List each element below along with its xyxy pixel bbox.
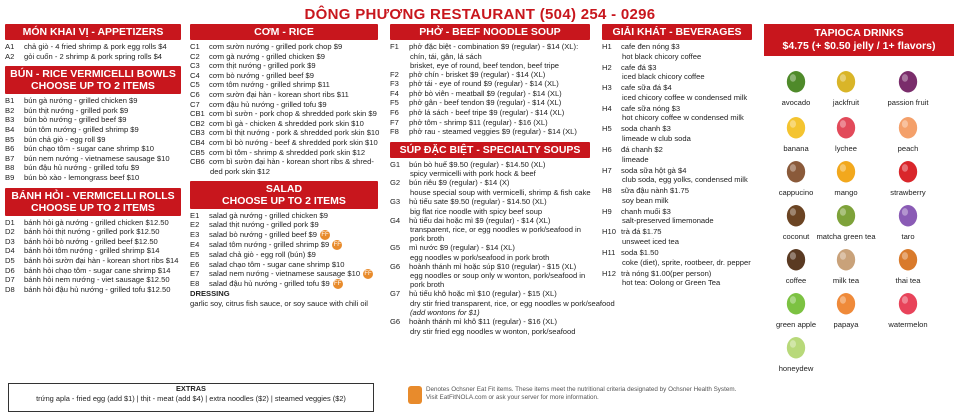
banana-flavor: banana bbox=[766, 114, 826, 153]
menu-item: CB5 cơm bì tôm - shrimp & shredded pork skin $12 bbox=[190, 147, 366, 157]
soups-list bbox=[390, 158, 615, 336]
menu-item: B4 bún tôm nướng - grilled shrimp $9 bbox=[5, 124, 139, 134]
menu-item-desc: limeade bbox=[622, 154, 649, 164]
menu-item: A2 gỏi cuốn - 2 shrimp & pork spring rolls $4 bbox=[5, 51, 163, 61]
menu-item: D7 bánh hỏi nem nướng - viet sausage $12.50 bbox=[5, 275, 170, 285]
papaya-flavor: papaya bbox=[816, 290, 876, 329]
menu-item: F1 phở đặc biệt - combination $9 (regular) - $14 (XL): bbox=[390, 42, 579, 51]
menu-item: D3 bánh hỏi bò nướng - grilled beef $12.50 bbox=[5, 236, 158, 246]
menu-item: F8 phở rau - steamed veggies $9 (regular) - $14 (XL) bbox=[390, 127, 577, 137]
menu-item: B8 bún đậu hủ nướng - grilled tofu $9 bbox=[5, 163, 140, 173]
column-soups bbox=[390, 24, 615, 336]
menu-item: H2 cafe đá $3 bbox=[602, 62, 657, 72]
extras-header: EXTRAS bbox=[176, 384, 206, 393]
watermelon-flavor: watermelon bbox=[878, 290, 938, 329]
menu-item: B3 bún bò nướng - grilled beef $9 bbox=[5, 115, 127, 125]
matcha-green-tea-icon bbox=[833, 202, 859, 228]
passion-fruit-flavor: passion fruit bbox=[878, 68, 938, 107]
menu-item: H6 đá chanh $2 bbox=[602, 144, 663, 154]
menu-item: G1 bún bò huế $9.50 (regular) - $14.50 (XL) bbox=[390, 159, 546, 169]
menu-item-desc: coke (diet), sprite, rootbeer, dr. pepper bbox=[622, 257, 751, 267]
menu-item-desc: soy bean milk bbox=[622, 195, 669, 205]
menu-item: G3 hủ tiếu sate $9.50 (regular) - $14.50 (XL) bbox=[390, 196, 547, 206]
avocado-icon bbox=[783, 68, 809, 94]
column-rice bbox=[190, 24, 378, 308]
menu-item: H7 soda sữa hột gà $4 bbox=[602, 165, 687, 175]
taro-icon bbox=[895, 202, 921, 228]
eat-fit-icon: FF bbox=[334, 281, 342, 288]
honeydew-icon bbox=[783, 334, 809, 360]
menu-item-desc: transparent, rice, or egg noodles w pork/seafood in bbox=[410, 225, 581, 235]
menu-item: CB6 cơm bì sườn đại hàn - korean short ribs & shred- bbox=[190, 157, 374, 167]
com-header: CƠM - RICE bbox=[190, 24, 378, 40]
menu-item: C4 cơm bò nướng - grilled beef $9 bbox=[190, 70, 314, 80]
menu-item: E3 salad bò nướng - grilled beef $9 FF bbox=[190, 229, 329, 239]
menu-item: B7 bún nem nướng - vietnamese sausage $10 bbox=[5, 153, 170, 163]
milk-tea-icon bbox=[833, 246, 859, 272]
menu-item: E4 salad tôm nướng - grilled shrimp $9 FF bbox=[190, 239, 341, 249]
eat-fit-logo-icon bbox=[408, 386, 422, 404]
menu-item: E6 salad chạo tôm - sugar cane shrimp $10 bbox=[190, 259, 345, 269]
menu-item: B1 bún gà nướng - grilled chicken $9 bbox=[5, 96, 138, 106]
menu-item: E1 salad gà nướng - grilled chicken $9 bbox=[190, 210, 328, 220]
com-list bbox=[190, 40, 378, 176]
menu-item-desc: brisket, eye of round, beef tendon, beef tripe bbox=[410, 60, 560, 70]
peach-flavor: peach bbox=[878, 114, 938, 153]
menu-item: G7 hủ tiếu khô hoặc mì $10 (regular) - $15 (XL) bbox=[390, 289, 557, 299]
menu-item: C7 cơm đậu hủ nướng - grilled tofu $9 bbox=[190, 99, 327, 109]
menu-item: D1 bánh hỏi gà nướng - grilled chicken $12.50 bbox=[5, 217, 169, 227]
extras-box bbox=[8, 383, 374, 412]
appetizers-list bbox=[5, 40, 181, 61]
menu-item-desc: spicy vermicelli with pork hock & beef bbox=[410, 169, 536, 179]
menu-item: D6 bánh hỏi chạo tôm - sugar cane shrimp $14 bbox=[5, 265, 171, 275]
menu-item: CB4 cơm bì bò nướng - beef & shredded pork skin $10 bbox=[190, 137, 378, 147]
dressing-label: DRESSING bbox=[190, 289, 230, 299]
menu-item-desc: hot black chicory coffee bbox=[622, 51, 702, 61]
cappucino-icon bbox=[783, 158, 809, 184]
avocado-flavor: avocado bbox=[766, 68, 826, 107]
menu-item: F2 phở chín - brisket $9 (regular) - $14 (XL) bbox=[390, 69, 546, 79]
pho-header: PHỞ - BEEF NOODLE SOUP bbox=[390, 24, 590, 40]
menu-item: D4 bánh hỏi tôm nướng - grilled shrimp $14 bbox=[5, 246, 160, 256]
menu-item: H12 trà nóng $1.00(per person) bbox=[602, 268, 712, 278]
coconut-flavor: coconut bbox=[766, 202, 826, 241]
banhhoi-list bbox=[5, 216, 181, 295]
menu-item: C2 cơm gà nướng - grilled chicken $9 bbox=[190, 51, 325, 61]
menu-item: H9 chanh muối $3 bbox=[602, 206, 671, 216]
appetizers-header: MÓN KHAI VỊ - APPETIZERS bbox=[5, 24, 181, 40]
menu-item-continuation: ded pork skin $12 bbox=[210, 166, 270, 176]
menu-item: H4 cafe sữa nóng $3 bbox=[602, 103, 681, 113]
mango-flavor: mango bbox=[816, 158, 876, 197]
menu-item: B9 bún bò xào - lemongrass beef $10 bbox=[5, 172, 140, 182]
restaurant-title: DÔNG PHƯƠNG RESTAURANT (504) 254 - 0296 bbox=[304, 6, 656, 23]
menu-item: C6 cơm sườn đại hàn - korean short ribs $11 bbox=[190, 89, 349, 99]
menu-item: G6 hoành thánh mì hoặc súp $10 (regular) - $15 (XL) bbox=[390, 261, 577, 271]
mango-icon bbox=[833, 158, 859, 184]
extras-text: trứng apla - fried egg (add $1) | thịt - meat (add $4) | extra noodles ($2) | steamed veggies ($2) bbox=[36, 394, 346, 403]
soups-header: SÚP ĐẶC BIỆT - SPECIALTY SOUPS bbox=[390, 142, 590, 158]
thai-tea-flavor: thai tea bbox=[878, 246, 938, 285]
strawberry-flavor: strawberry bbox=[878, 158, 938, 197]
thai-tea-icon bbox=[895, 246, 921, 272]
taro-flavor: taro bbox=[878, 202, 938, 241]
bun-header: BÚN - RICE VERMICELLI BOWLS CHOOSE UP TO 2 ITEMS bbox=[5, 66, 181, 94]
menu-item: B6 bún chạo tôm - sugar cane shrimp $10 bbox=[5, 144, 155, 154]
salad-header: SALAD CHOOSE UP TO 2 ITEMS bbox=[190, 181, 378, 209]
menu-item: H10 trà đá $1.75 bbox=[602, 227, 662, 237]
honeydew-flavor: honeydew bbox=[766, 334, 826, 373]
menu-item: G4 hủ tiếu dai hoặc mì $9 (regular) - $14 (XL) bbox=[390, 215, 551, 225]
menu-item: H11 soda $1.50 bbox=[602, 247, 659, 257]
peach-icon bbox=[895, 114, 921, 140]
green-apple-icon bbox=[783, 290, 809, 316]
menu-item: H8 sữa đậu nành $1.75 bbox=[602, 186, 689, 196]
menu-item: C5 cơm tôm nướng - grilled shrimp $11 bbox=[190, 80, 330, 90]
dressing-text: garlic soy, citrus fish sauce, or soy sauce with chili oil bbox=[190, 298, 368, 308]
bun-list bbox=[5, 94, 181, 182]
coffee-icon bbox=[783, 246, 809, 272]
milk-tea-flavor: milk tea bbox=[816, 246, 876, 285]
column-beverages bbox=[602, 24, 752, 289]
menu-item: H5 soda chanh $3 bbox=[602, 124, 671, 134]
menu-item: CB2 cơm bì gà - chicken & shredded pork skin $10 bbox=[190, 118, 364, 128]
menu-item: B5 bún chả giò - egg roll $9 bbox=[5, 134, 106, 144]
passion-fruit-icon bbox=[895, 68, 921, 94]
banana-icon bbox=[783, 114, 809, 140]
salad-list bbox=[190, 209, 378, 309]
menu-item: C3 cơm thịt nướng - grilled pork $9 bbox=[190, 61, 316, 71]
column-tapioca bbox=[764, 24, 954, 56]
eat-fit-icon: FF bbox=[321, 231, 329, 238]
menu-item: F3 phở tái - eye of round $9 (regular) - $14 (XL) bbox=[390, 79, 559, 89]
menu-item-desc: big flat rice noodle with spicy beef soup bbox=[410, 206, 543, 216]
menu-item: CB1 cơm bì sườn - pork chop & shredded pork skin $9 bbox=[190, 109, 377, 119]
eat-fit-icon: FF bbox=[364, 271, 372, 278]
drinks-header: GIẢI KHÁT - BEVERAGES bbox=[602, 24, 752, 40]
menu-item-desc: pork broth bbox=[410, 234, 445, 244]
papaya-icon bbox=[833, 290, 859, 316]
column-left bbox=[5, 24, 181, 294]
menu-item: F4 phở bò viên - meatball $9 (regular) - $14 (XL) bbox=[390, 88, 562, 98]
menu-item-desc: salt-preserved limemonade bbox=[622, 216, 714, 226]
menu-item-desc: (add wontons for $1) bbox=[410, 307, 480, 317]
menu-item: F5 phở gân - beef tendon $9 (regular) - $14 (XL) bbox=[390, 98, 562, 108]
matcha-green-tea-flavor: matcha green tea bbox=[816, 202, 876, 241]
menu-item: F6 phở lá sách - beef tripe $9 (regular) - $14 (XL) bbox=[390, 107, 565, 117]
menu-item-desc: limeade w club soda bbox=[622, 133, 691, 143]
strawberry-icon bbox=[895, 158, 921, 184]
menu-item-desc: hot chicory coffee w condensed milk bbox=[622, 113, 744, 123]
menu-item: D8 bánh hỏi đậu hủ nướng - grilled tofu $12.50 bbox=[5, 284, 171, 294]
menu-item-desc: pork broth bbox=[410, 280, 445, 290]
coffee-flavor: coffee bbox=[766, 246, 826, 285]
coconut-icon bbox=[783, 202, 809, 228]
menu-item: E8 salad đậu hủ nướng - grilled tofu $9 FF bbox=[190, 279, 342, 289]
menu-item: C1 cơm sườn nướng - grilled pork chop $9 bbox=[190, 42, 343, 51]
menu-item: G5 mì nước $9 (regular) - $14 (XL) bbox=[390, 243, 515, 253]
menu-item-desc: egg noodles or soup only w wonton, pork/seafood in bbox=[410, 271, 586, 281]
menu-item-desc: unsweet iced tea bbox=[622, 236, 679, 246]
menu-item: G6 hoành thánh mì khô $11 (regular) - $16 (XL) bbox=[390, 316, 558, 326]
menu-item-desc: iced black chicory coffee bbox=[622, 72, 705, 82]
jackfruit-icon bbox=[833, 68, 859, 94]
menu-item-desc: dry stir fried transparent, rice, or egg noodles w pork/seafood bbox=[410, 298, 615, 308]
menu-item: E7 salad nem nướng - vietnamese sausage $10 FF bbox=[190, 269, 372, 279]
menu-item: D2 bánh hỏi thịt nướng - grilled pork $12.50 bbox=[5, 227, 160, 237]
menu-item: E2 salad thịt nướng - grilled pork $9 bbox=[190, 220, 319, 230]
menu-item-desc: dry stir fried egg noodles w wonton, pork/seafood bbox=[410, 326, 576, 336]
tapioca-header: TAPIOCA DRINKS $4.75 (+ $0.50 jelly / 1+ flavors) bbox=[764, 24, 954, 56]
menu-item: A1 chả giò - 4 fried shrimp & pork egg rolls $4 bbox=[5, 42, 167, 51]
pho-list bbox=[390, 40, 590, 137]
lychee-icon bbox=[833, 114, 859, 140]
jackfruit-flavor: jackfruit bbox=[816, 68, 876, 107]
banhhoi-header: BÁNH HỎI - VERMICELLI ROLLS CHOOSE UP TO 2 ITEMS bbox=[5, 188, 181, 216]
menu-item-desc: hot tea: Oolong or Green Tea bbox=[622, 278, 721, 288]
lychee-flavor: lychee bbox=[816, 114, 876, 153]
menu-item: H3 cafe sữa đá $4 bbox=[602, 83, 672, 93]
menu-item-desc: iced chicory coffee w condensed milk bbox=[622, 92, 748, 102]
menu-item: D5 bánh hỏi sườn đại hàn - korean short ribs $14 bbox=[5, 255, 179, 265]
eat-fit-icon: FF bbox=[333, 241, 341, 248]
menu-item: H1 cafe đen nóng $3 bbox=[602, 42, 680, 51]
drinks-list bbox=[602, 40, 752, 289]
green-apple-flavor: green apple bbox=[766, 290, 826, 329]
menu-item: F7 phở tôm - shrimp $11 (regular) - $16 (XL) bbox=[390, 117, 548, 127]
menu-item: E5 salad chả giò - egg roll (bún) $9 bbox=[190, 249, 316, 259]
menu-item-desc: house special soup with vermicelli, shrimp & fish cake bbox=[410, 187, 591, 197]
cappucino-flavor: cappucino bbox=[766, 158, 826, 197]
menu-item-desc: egg noodles w pork/seafood in pork broth bbox=[410, 252, 550, 262]
menu-item: G2 bún riêu $9 (regular) - $14 (X) bbox=[390, 178, 510, 188]
menu-item-desc: chín, tái, gân, lá sách bbox=[410, 51, 482, 61]
menu-item-desc: club soda, egg yolks, condensed milk bbox=[622, 175, 748, 185]
menu-item: CB3 cơm bì thịt nướng - pork & shredded pork skin $10 bbox=[190, 128, 380, 138]
watermelon-icon bbox=[895, 290, 921, 316]
menu-item: B2 bún thịt nướng - grilled pork $9 bbox=[5, 105, 129, 115]
